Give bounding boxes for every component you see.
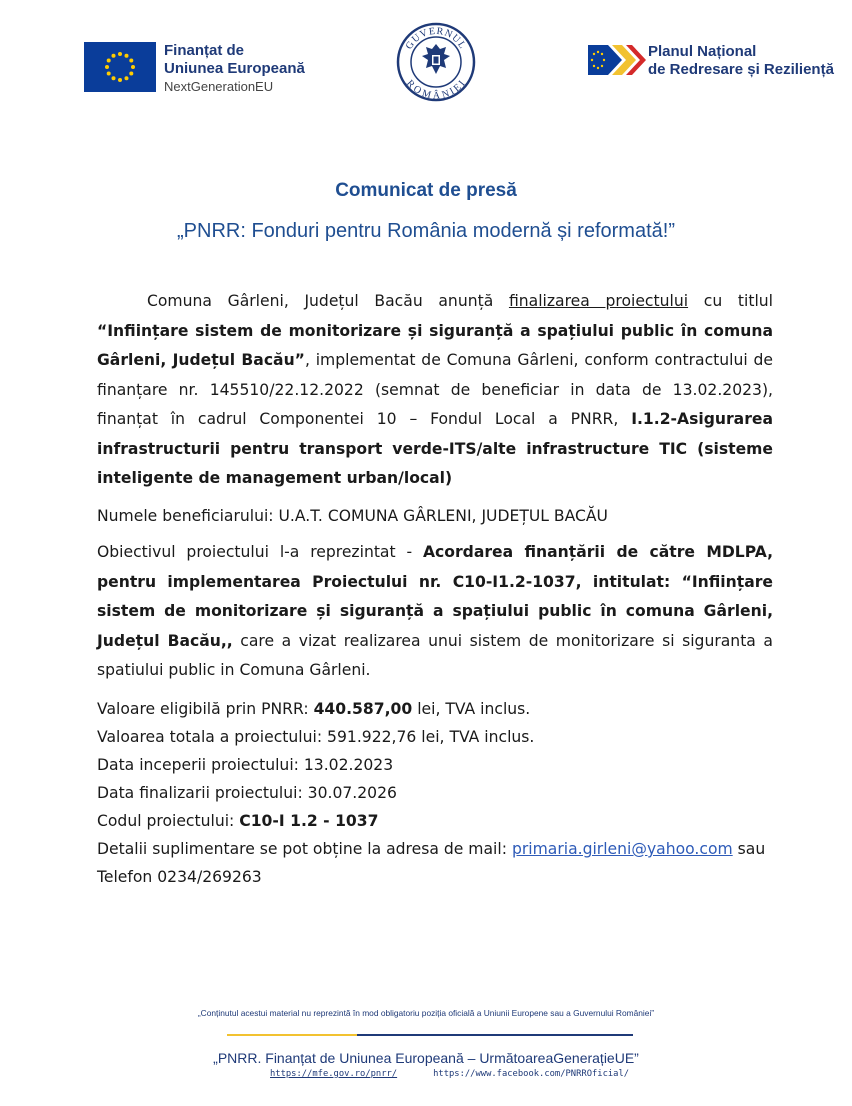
- page-subtitle: „PNRR: Fonduri pentru România modernă și reformată!”: [177, 220, 675, 242]
- project-info: [97, 695, 787, 891]
- contact-prefix: Detalii suplimentare se pot obține la adresa de mail:: [97, 840, 512, 858]
- start-date-line: Data inceperii proiectului: 13.02.2023: [97, 756, 394, 774]
- footer-disclaimer: „Conținutul acestui material nu reprezintă în mod obligatoriu poziția oficială a Uniunii Europene sau a Guvernului României”: [197, 1008, 655, 1018]
- eu-funding-logo: [84, 42, 305, 96]
- p3-text-1: Obiectivul proiectului l-a reprezintat -: [97, 543, 423, 561]
- pnrr-logo-line2: de Redresare și Reziliență: [648, 61, 834, 78]
- mfe-link[interactable]: https://mfe.gov.ro/pnrr/: [270, 1069, 398, 1079]
- eu-logo-line1: Finanțat de: [164, 42, 245, 59]
- code-value: C10-I 1.2 - 1037: [239, 812, 379, 830]
- eu-flag-icon: [84, 42, 156, 92]
- objective-paragraph: [97, 538, 773, 686]
- investment-name: I.1.2-Asigurarea infrastructurii pentru transport verde-ITS/alte infrastructure TIC (sisteme inteligente de management urban/local): [97, 410, 773, 487]
- eligible-value: 440.587,00: [313, 700, 413, 718]
- p3-text-3: care a vizat realizarea unui sistem de monitorizare si siguranta a spatiului public in Comuna Gârleni.: [97, 631, 773, 679]
- announcement-paragraph: [97, 287, 773, 494]
- footer-links: [270, 1069, 665, 1079]
- eligible-suffix: lei, TVA inclus.: [412, 700, 531, 718]
- contact-suffix: sau: [732, 840, 766, 858]
- project-title: “Inființare sistem de monitorizare și siguranță a spațiului public în comuna Gârleni, Județul Bacău”: [97, 321, 773, 369]
- p1-text-1: Comuna Gârleni, Județul Bacău anunță: [147, 292, 509, 310]
- pnrr-flag-arrow-icon: [588, 43, 646, 77]
- p1-text-3: cu titlul: [688, 292, 773, 310]
- eu-logo-line3: NextGenerationEU: [164, 79, 274, 94]
- p1-finalization: finalizarea proiectului: [508, 292, 689, 310]
- total-value-line: Valoarea totala a proiectului: 591.922,76 lei, TVA inclus.: [97, 728, 535, 746]
- contact-line: [97, 835, 787, 863]
- footer-slogan: „PNRR. Finanțat de Uniunea Europeană – UrmătoareaGenerațieUE”: [213, 1050, 639, 1066]
- beneficiary-line: Numele beneficiarului: U.A.T. COMUNA GÂRLENI, JUDEȚUL BACĂU: [97, 507, 608, 525]
- footer-divider: [227, 1034, 633, 1038]
- eu-logo-line2: Uniunea Europeană: [164, 60, 305, 77]
- p3-objective: Acordarea finanțării de către MDLPA, pentru implementarea Proiectului nr. C10-I1.2-1037, intitulat: “Inființare sistem de monitorizare și siguranță a spațiului public în comuna Gârleni, Județul Bacău,,: [97, 543, 773, 650]
- pnrr-logo-line1: Planul Național: [648, 43, 757, 60]
- code-label: Codul proiectului:: [97, 812, 240, 830]
- seal-text-top: GUVERNUL: [403, 25, 469, 52]
- seal-text-bottom: ROMÂNIEI: [404, 78, 469, 102]
- svg-text:ROMÂNIEI: [404, 78, 468, 101]
- government-seal-icon: [396, 22, 476, 102]
- p1-text-5: , implementat de Comuna Gârleni, conform contractului de finanțare nr. 145510/22.12.2022 (semnat de beneficiar in data de 13.02.2023), finanțat în cadrul Componentei 10 – Fondul Local a PNRR,: [97, 351, 773, 428]
- page-title: Comunicat de presă: [335, 180, 517, 201]
- facebook-link[interactable]: https://www.facebook.com/PNRROficial/: [433, 1069, 630, 1079]
- phone-line: Telefon 0234/269263: [97, 868, 262, 886]
- eligible-label: Valoare eligibilă prin PNRR:: [97, 700, 314, 718]
- end-date-line: Data finalizarii proiectului: 30.07.2026: [97, 784, 397, 802]
- pnrr-logo: [588, 43, 834, 79]
- email-link[interactable]: primaria.girleni@yahoo.com: [511, 840, 733, 858]
- project-code-line: [97, 807, 787, 835]
- eligible-value-line: [97, 695, 787, 723]
